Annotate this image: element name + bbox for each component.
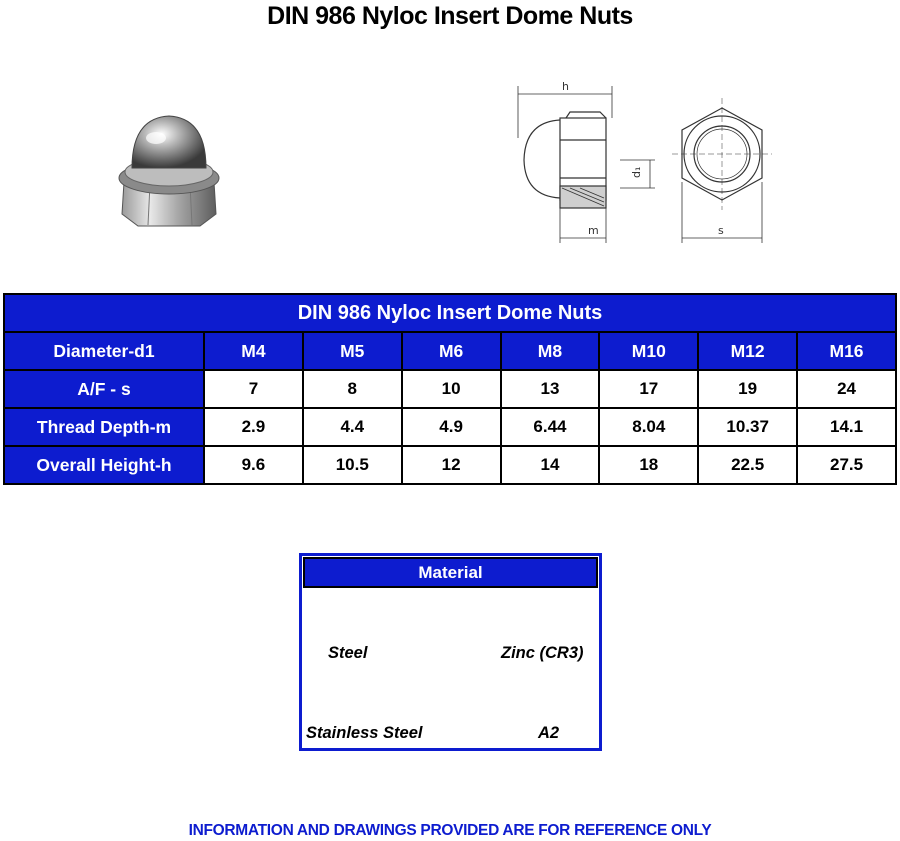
dome-nut-photo: [104, 104, 234, 234]
technical-drawing: [500, 78, 785, 248]
table-row: [4, 446, 896, 484]
table-cell: 22.5: [698, 446, 797, 484]
table-cell: 2.9: [204, 408, 303, 446]
material-heading: Material: [303, 557, 598, 588]
material-finish: A2: [538, 724, 560, 742]
table-cell: M8: [501, 332, 600, 370]
row-label: Overall Height-h: [4, 446, 204, 484]
dim-s-label: s: [718, 224, 724, 237]
row-label: Thread Depth-m: [4, 408, 204, 446]
table-cell: 17: [599, 370, 698, 408]
table-cell: 18: [599, 446, 698, 484]
table-row: [4, 408, 896, 446]
table-cell: M5: [303, 332, 402, 370]
table-cell: M6: [402, 332, 501, 370]
table-cell: 9.6: [204, 446, 303, 484]
table-heading-row: [4, 294, 896, 332]
spec-table: [3, 293, 897, 485]
dim-m-label: m: [588, 224, 599, 237]
table-cell: 6.44: [501, 408, 600, 446]
material-box: [299, 553, 602, 751]
disclaimer-footer: INFORMATION AND DRAWINGS PROVIDED ARE FOR REFERENCE ONLY: [188, 822, 712, 839]
material-name: Steel: [328, 644, 368, 662]
dim-h-label: h: [562, 80, 569, 93]
table-cell: M4: [204, 332, 303, 370]
table-cell: M10: [599, 332, 698, 370]
table-cell: 14.1: [797, 408, 896, 446]
table-cell: 27.5: [797, 446, 896, 484]
table-cell: 4.4: [303, 408, 402, 446]
table-cell: 12: [402, 446, 501, 484]
material-finish: Zinc (CR3): [501, 644, 584, 662]
table-cell: 8: [303, 370, 402, 408]
row-label: Diameter-d1: [4, 332, 204, 370]
row-label: A/F - s: [4, 370, 204, 408]
table-cell: 10.5: [303, 446, 402, 484]
table-cell: M16: [797, 332, 896, 370]
table-cell: 8.04: [599, 408, 698, 446]
table-cell: 24: [797, 370, 896, 408]
table-cell: 10: [402, 370, 501, 408]
table-cell: 7: [204, 370, 303, 408]
table-cell: 10.37: [698, 408, 797, 446]
dim-d1-label: d₁: [630, 166, 643, 178]
table-heading: DIN 986 Nyloc Insert Dome Nuts: [4, 294, 896, 332]
table-cell: M12: [698, 332, 797, 370]
table-cell: 14: [501, 446, 600, 484]
material-name: Stainless Steel: [306, 724, 423, 742]
table-row: [4, 370, 896, 408]
table-cell: 4.9: [402, 408, 501, 446]
table-row: [4, 332, 896, 370]
table-cell: 19: [698, 370, 797, 408]
page-title: DIN 986 Nyloc Insert Dome Nuts: [267, 2, 633, 30]
table-cell: 13: [501, 370, 600, 408]
